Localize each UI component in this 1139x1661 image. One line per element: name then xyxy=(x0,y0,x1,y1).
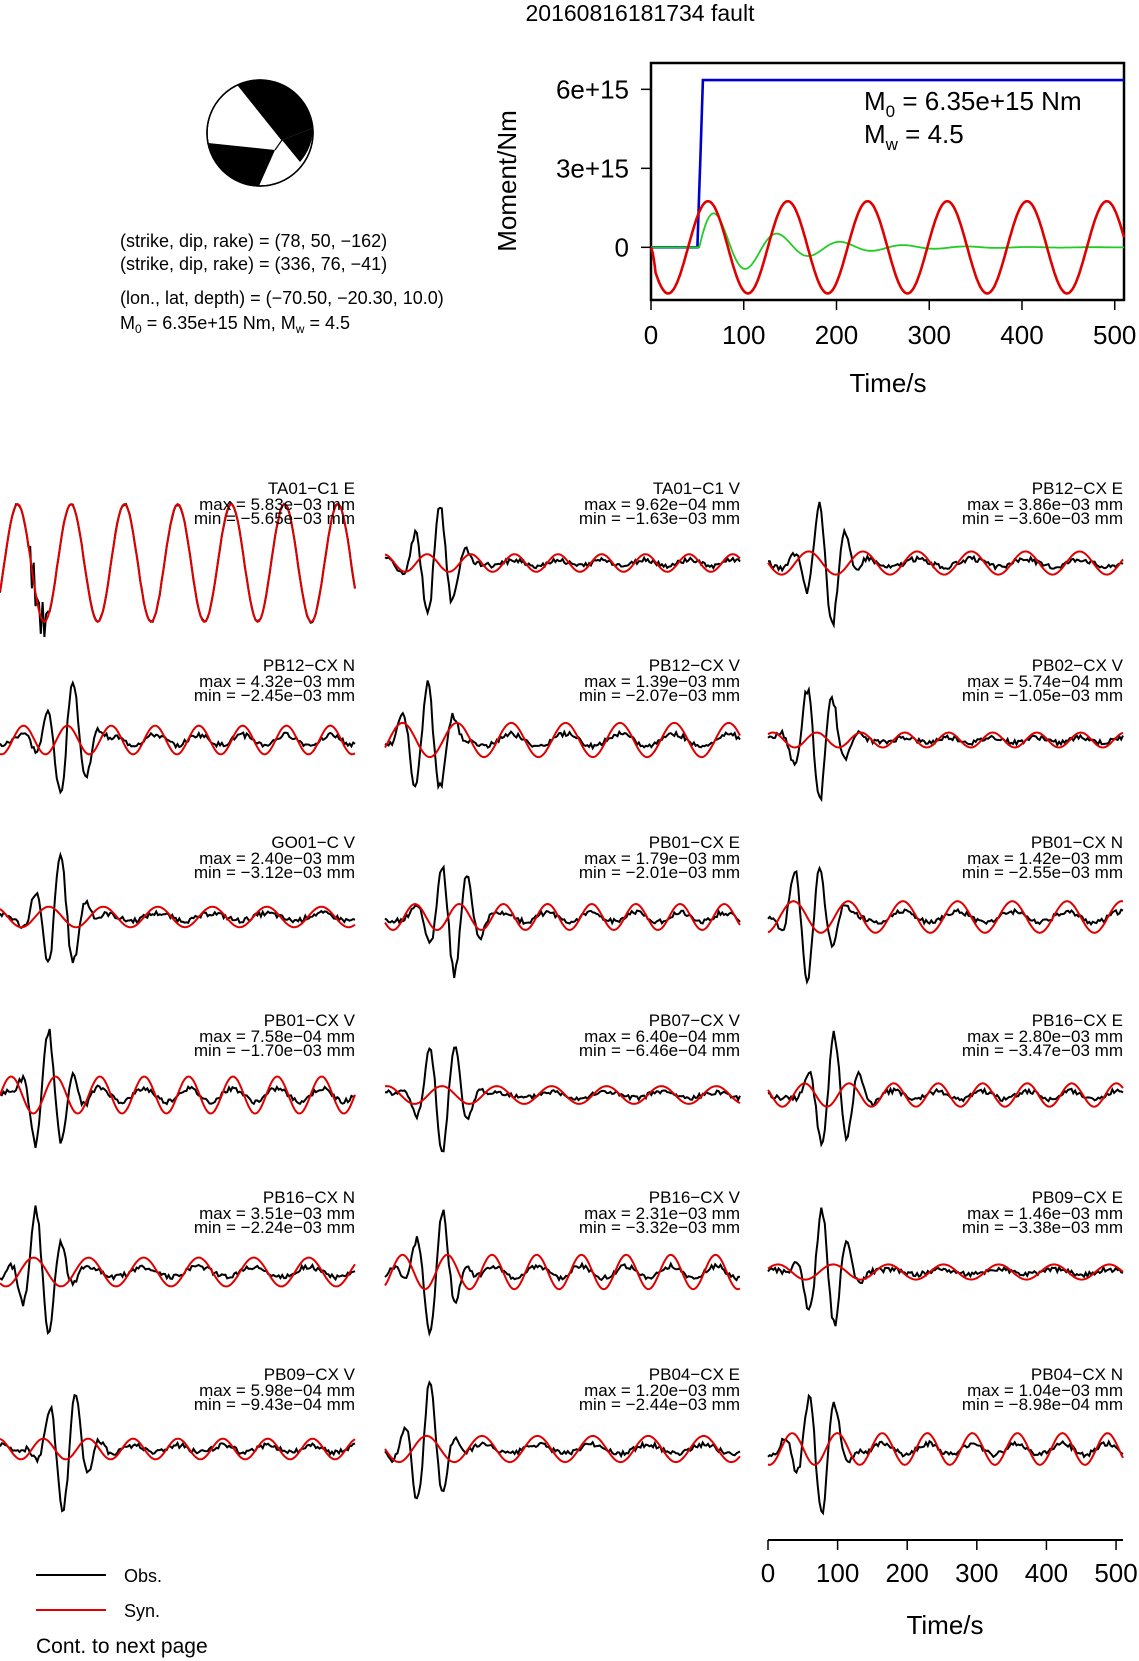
observed-trace xyxy=(385,1048,740,1152)
waveform-panel xyxy=(385,833,740,978)
waveform-panel xyxy=(385,1011,741,1151)
synthetic-trace xyxy=(0,1077,355,1114)
waveform-panel xyxy=(768,1365,1123,1513)
station-min: min = −3.12e−03 mm xyxy=(193,863,355,882)
synthetic-trace xyxy=(385,554,740,572)
station-max: max = 1.20e−03 mm xyxy=(584,1381,740,1400)
mechanism-info xyxy=(120,231,444,336)
waveform-panel xyxy=(385,1365,740,1498)
synthetic-trace xyxy=(768,733,1123,748)
waveform-panel xyxy=(0,1365,356,1511)
waveform-panel xyxy=(0,833,356,963)
waveform-panel xyxy=(0,479,355,637)
synthetic-trace xyxy=(768,901,1123,933)
waveform-xtick-label: 200 xyxy=(885,1558,929,1588)
station-max: max = 3.86e−03 mm xyxy=(967,495,1123,514)
station-name: PB07−CX V xyxy=(648,1011,740,1030)
station-min: min = −5.65e−03 mm xyxy=(193,509,355,528)
station-name: PB02−CX V xyxy=(1031,656,1123,675)
station-max: max = 1.04e−03 mm xyxy=(967,1381,1123,1400)
station-name: PB09−CX V xyxy=(263,1365,355,1384)
station-name: PB12−CX N xyxy=(262,656,355,675)
waveform-xtick-label: 100 xyxy=(815,1558,860,1588)
station-min: min = −3.47e−03 mm xyxy=(961,1041,1123,1060)
legend-obs-label: Obs. xyxy=(124,1566,163,1586)
station-name: PB04−CX N xyxy=(1030,1365,1123,1384)
waveform-panel xyxy=(768,656,1124,799)
moment-ylabel: Moment/Nm xyxy=(492,110,522,252)
nodal-plane-1: (strike, dip, rake) = (78, 50, −162) xyxy=(120,231,388,251)
waveform-xtick-label: 0 xyxy=(760,1558,776,1588)
station-min: min = −9.43e−04 mm xyxy=(193,1395,355,1414)
station-name: TA01−C1 V xyxy=(652,479,740,498)
station-max: max = 5.83e−03 mm xyxy=(199,495,355,514)
station-name: GO01−C V xyxy=(271,833,355,852)
station-min: min = −3.32e−03 mm xyxy=(578,1218,740,1237)
station-name: PB12−CX E xyxy=(1031,479,1123,498)
station-min: min = −6.46e−04 mm xyxy=(578,1041,740,1060)
moment-xtick-label: 500 xyxy=(1093,320,1137,350)
waveform-xtick-label: 400 xyxy=(1024,1558,1069,1588)
waveform-panel xyxy=(768,1011,1123,1145)
moment-xtick-label: 100 xyxy=(722,320,766,350)
station-max: max = 4.32e−03 mm xyxy=(199,672,355,691)
station-min: min = −1.70e−03 mm xyxy=(193,1041,355,1060)
moment-series-green xyxy=(651,213,1124,269)
waveform-panel xyxy=(0,1011,356,1148)
legend xyxy=(36,1566,162,1621)
synthetic-trace xyxy=(385,723,740,757)
station-name: PB16−CX E xyxy=(1031,1011,1123,1030)
waveform-panel xyxy=(385,1188,741,1333)
moment-ytick-label: 3e+15 xyxy=(555,153,629,184)
station-max: max = 2.31e−03 mm xyxy=(584,1204,740,1223)
waveform-panel xyxy=(768,479,1123,625)
focal-mechanism-beachball xyxy=(207,80,313,186)
station-name: PB04−CX E xyxy=(648,1365,740,1384)
moment-xlabel: Time/s xyxy=(849,368,927,398)
station-max: max = 2.80e−03 mm xyxy=(967,1027,1123,1046)
station-name: PB09−CX E xyxy=(1031,1188,1123,1207)
station-max: max = 1.39e−03 mm xyxy=(584,672,740,691)
station-min: min = −8.98e−04 mm xyxy=(961,1395,1123,1414)
waveform-xtick-label: 500 xyxy=(1094,1558,1138,1588)
station-name: PB16−CX N xyxy=(262,1188,355,1207)
moment-xtick-label: 300 xyxy=(907,320,951,350)
station-name: PB16−CX V xyxy=(648,1188,740,1207)
synthetic-trace xyxy=(385,1255,740,1289)
waveform-panel xyxy=(385,479,741,613)
station-min: min = −2.44e−03 mm xyxy=(578,1395,740,1414)
station-min: min = −2.07e−03 mm xyxy=(578,686,740,705)
page-title: 20160816181734 fault xyxy=(525,0,755,26)
station-name: PB01−CX N xyxy=(1030,833,1123,852)
station-max: max = 6.40e−04 mm xyxy=(584,1027,740,1046)
station-name: PB01−CX V xyxy=(263,1011,355,1030)
station-min: min = −2.55e−03 mm xyxy=(961,863,1123,882)
station-min: min = −2.24e−03 mm xyxy=(193,1218,355,1237)
continuation-note: Cont. to next page xyxy=(36,1635,208,1658)
legend-syn-label: Syn. xyxy=(124,1601,161,1621)
observed-trace xyxy=(768,868,1123,982)
moment-xtick-label: 200 xyxy=(814,320,859,350)
station-max: max = 2.40e−03 mm xyxy=(199,849,355,868)
moment-magnitude-text: $M_0 = 6.35e+15$ Nm, $M_w = 4.5$ xyxy=(120,313,350,336)
moment-xtick-label: 400 xyxy=(1000,320,1044,350)
waveform-xtick-label: 300 xyxy=(955,1558,999,1588)
station-min: min = −2.01e−03 mm xyxy=(578,863,740,882)
waveform-panel xyxy=(0,1188,355,1333)
waveform-panel xyxy=(0,656,355,792)
station-max: max = 1.46e−03 mm xyxy=(967,1204,1123,1223)
synthetic-trace xyxy=(768,1433,1123,1465)
station-min: min = −1.05e−03 mm xyxy=(961,686,1123,705)
station-name: PB12−CX V xyxy=(648,656,740,675)
station-max: max = 3.51e−03 mm xyxy=(199,1204,355,1223)
synthetic-trace xyxy=(385,904,740,930)
station-min: min = −3.38e−03 mm xyxy=(961,1218,1123,1237)
waveform-panel xyxy=(768,1188,1123,1326)
synthetic-trace xyxy=(385,1086,740,1104)
location-depth: (lon., lat, depth) = (−70.50, −20.30, 10.0) xyxy=(120,288,444,308)
station-max: max = 1.42e−03 mm xyxy=(967,849,1123,868)
station-max: max = 9.62e−04 mm xyxy=(584,495,740,514)
waveform-xlabel: Time/s xyxy=(906,1610,984,1640)
waveform-panel xyxy=(385,656,741,787)
station-name: PB01−CX E xyxy=(648,833,740,852)
moment-xtick-label: 0 xyxy=(643,320,659,350)
station-max: max = 7.58e−04 mm xyxy=(199,1027,355,1046)
observed-trace xyxy=(768,690,1123,800)
moment-mw-annotation: $M_w = 4.5$ xyxy=(864,119,964,154)
synthetic-trace xyxy=(0,1258,355,1287)
station-max: max = 1.79e−03 mm xyxy=(584,849,740,868)
nodal-plane-2: (strike, dip, rake) = (336, 76, −41) xyxy=(120,254,388,274)
moment-chart xyxy=(492,63,1136,398)
station-min: min = −1.63e−03 mm xyxy=(578,509,740,528)
station-max: max = 5.98e−04 mm xyxy=(199,1381,355,1400)
station-name: TA01−C1 E xyxy=(267,479,355,498)
station-min: min = −2.45e−03 mm xyxy=(193,686,355,705)
moment-ytick-label: 0 xyxy=(614,232,629,263)
waveform-panels xyxy=(0,479,1124,1513)
station-min: min = −3.60e−03 mm xyxy=(961,509,1123,528)
moment-m0-annotation: $M_0 = 6.35e+15$ Nm xyxy=(864,86,1082,121)
waveform-time-axis xyxy=(761,1540,1138,1588)
waveform-panel xyxy=(768,833,1123,982)
moment-ytick-label: 6e+15 xyxy=(555,74,629,105)
station-max: max = 5.74e−04 mm xyxy=(967,672,1123,691)
